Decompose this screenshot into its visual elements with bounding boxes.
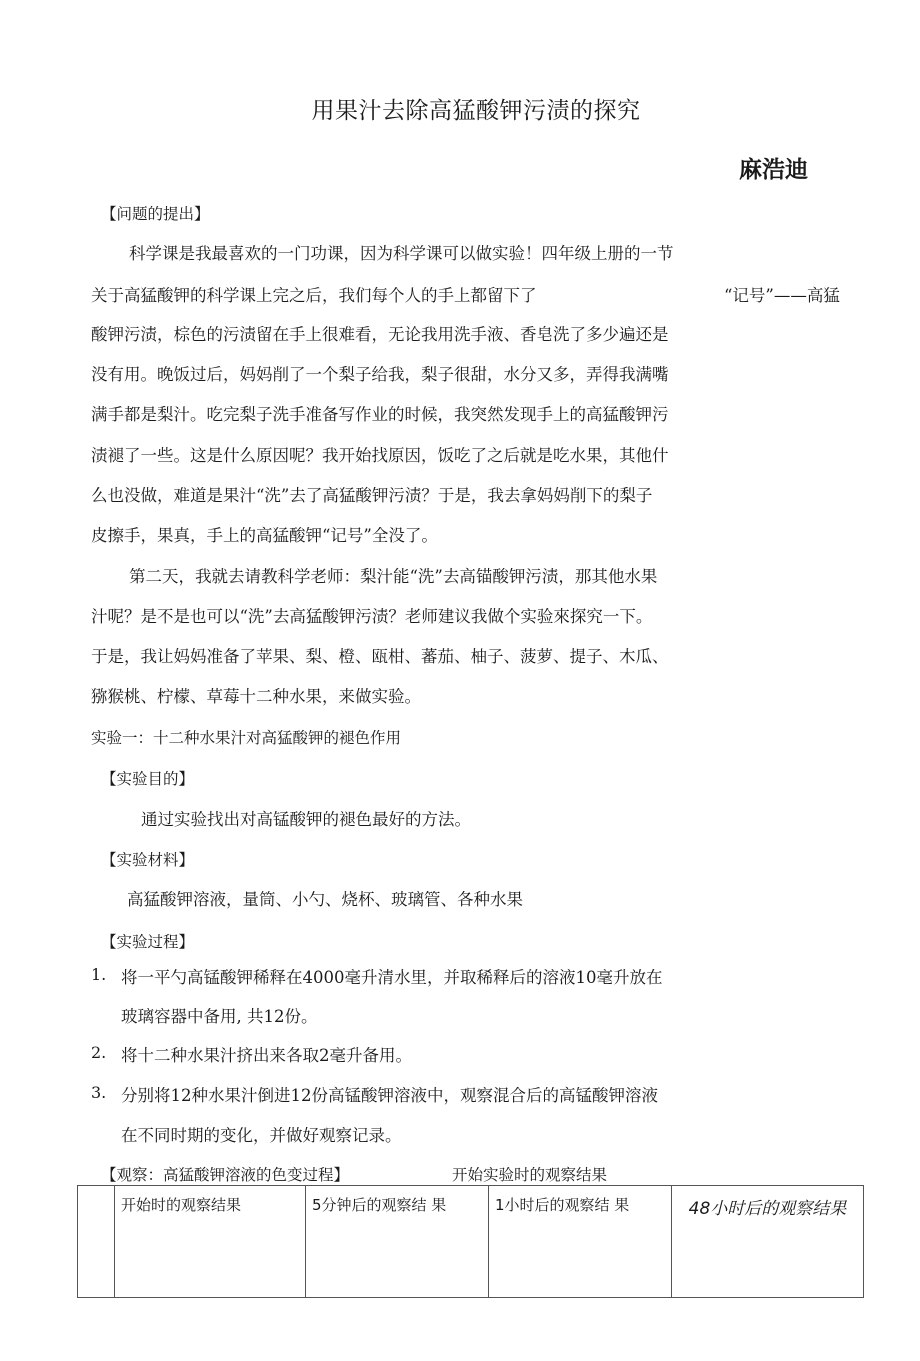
paragraph-line: 关于高猛酸钾的科学课上完之后，我们每个人的手上都留下了 <box>91 286 537 305</box>
problem-heading: 【问题的提出】 <box>101 205 210 223</box>
paragraph-line: 皮擦手，果真，手上的高猛酸钾“记号”全没了。 <box>91 526 438 545</box>
author-name: 麻浩迪 <box>739 157 808 183</box>
paragraph-line: 科学课是我最喜欢的一门功课，因为科学课可以做实验！四年级上册的一节 <box>129 244 674 263</box>
purpose-text: 通过实验找出对高锰酸钾的褪色最好的方法。 <box>141 810 471 829</box>
step-text: 玻璃容器中备用, 共12份。 <box>121 1007 318 1026</box>
materials-heading: 【实验材料】 <box>101 851 195 869</box>
step-text: 将十二种水果汁挤出来各取2毫升备用。 <box>121 1046 412 1065</box>
table-cell: 开始时的观察结果 <box>115 1186 306 1298</box>
table-row <box>78 1186 864 1298</box>
step-text: 将一平勺高锰酸钾稀释在4000毫升清水里，并取稀释后的溶液10毫升放在 <box>121 968 663 987</box>
step-number: 3. <box>91 1083 107 1102</box>
table-cell: 1小时后的观察结 果 <box>489 1186 672 1298</box>
paragraph-line: 第二天，我就去请教科学老师：梨汁能“洗”去高锚酸钾污渍，那其他水果 <box>129 567 658 586</box>
step-text: 在不同时期的变化，并做好观察记录。 <box>121 1126 402 1145</box>
paragraph-line: 猕猴桃、柠檬、草莓十二种水果，来做实验。 <box>91 687 421 706</box>
observation-heading: 【观察：高猛酸钾溶液的色变过程】 <box>101 1166 350 1184</box>
materials-text: 高猛酸钾溶液，量筒、小勺、烧杯、玻璃管、各种水果 <box>127 890 523 909</box>
paragraph-line: 渍褪了一些。这是什么原因呢？我开始找原因，饭吃了之后就是吃水果，其他什 <box>91 446 669 465</box>
table-cell: 48小时后的观察结果 <box>672 1186 864 1298</box>
paragraph-line: 没有用。晚饭过后，妈妈削了一个梨子给我，梨子很甜，水分又多，弄得我满嘴 <box>91 365 669 384</box>
table-cell: 5分钟后的观察结 果 <box>306 1186 489 1298</box>
purpose-heading: 【实验目的】 <box>101 770 195 788</box>
observation-subtitle: 开始实验时的观察结果 <box>452 1166 608 1184</box>
paragraph-line: 于是，我让妈妈准备了苹果、梨、橙、瓯柑、蕃茄、柚子、菠萝、提子、木瓜、 <box>91 647 669 666</box>
observation-table <box>77 1185 864 1298</box>
step-text: 分别将12种水果汁倒进12份高锰酸钾溶液中，观察混合后的高锰酸钾溶液 <box>121 1086 658 1105</box>
page-title: 用果汁去除高猛酸钾污渍的探究 <box>311 98 641 124</box>
process-heading: 【实验过程】 <box>101 933 195 951</box>
paragraph-line: 么也没做，难道是果汁“洗”去了高猛酸钾污渍？于是，我去拿妈妈削下的梨子 <box>91 486 653 505</box>
paragraph-line: 满手都是梨汁。吃完梨子洗手准备写作业的时候，我突然发现手上的高猛酸钾污 <box>91 405 669 424</box>
experiment-heading: 实验一：十二种水果汁对高猛酸钾的褪色作用 <box>91 729 402 747</box>
table-cell <box>78 1186 115 1298</box>
step-number: 2. <box>91 1043 107 1062</box>
paragraph-line: 酸钾污渍，棕色的污渍留在手上很难看，无论我用洗手液、香皂洗了多少遍还是 <box>91 325 669 344</box>
paragraph-line: 汁呢？是不是也可以“洗”去高猛酸钾污渍？老师建议我做个实验來探究一下。 <box>91 607 653 626</box>
paragraph-line: “记号”——高猛 <box>724 286 840 305</box>
step-number: 1. <box>91 965 107 984</box>
